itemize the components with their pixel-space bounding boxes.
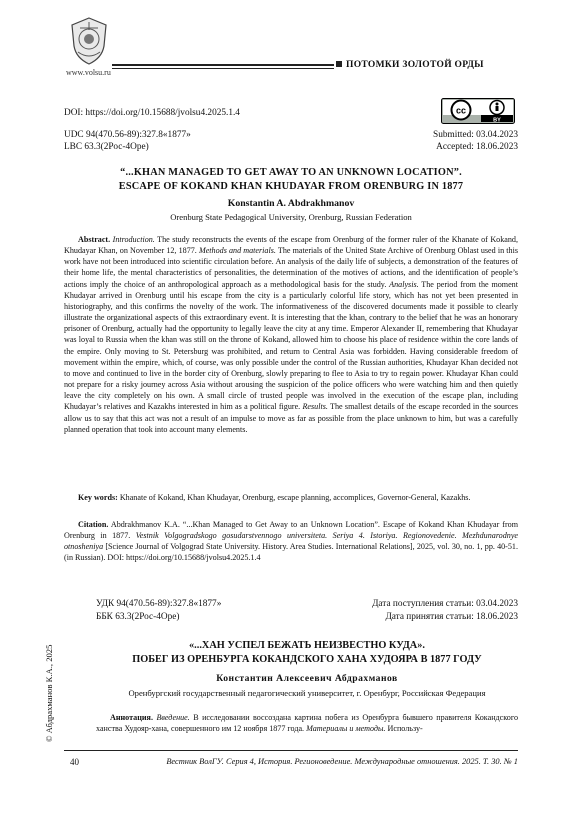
- affiliation-ru: Оренбургский государственный педагогический университет, г. Оренбург, Российская Федерация: [128, 688, 486, 698]
- udc-code: UDC 94(470.56-89):327.8«1877»: [64, 130, 191, 140]
- doi[interactable]: DOI: https://doi.org/10.15688/jvolsu4.2025.1.4: [64, 108, 240, 118]
- author-name-ru: Константин Алексеевич Абдрахманов: [216, 673, 398, 684]
- svg-text:cc: cc: [455, 105, 467, 116]
- abstract-ru-label: Аннотация.: [110, 713, 153, 722]
- abstract-methods-label: Methods and materials.: [198, 246, 276, 256]
- affiliation-en: Orenburg State Pedagogical University, Orenburg, Russian Federation: [170, 212, 412, 222]
- footer-journal-line: Вестник ВолГУ. Серия 4, История. Регионоведение. Международные отношения. 2025. Т. 30. № 1: [166, 757, 518, 766]
- abstract-intro-text: The study reconstructs the events of the escape from Orenburg of the former ruler of the Khanate of Kokand, Khudayar Khan, on November 12, 1877.: [64, 235, 518, 256]
- abstract-analysis-text: The period from the moment Khudayar arrived in Orenburg until his escape from the city is a particularly colorful life story, which has not yet been presented in historiography, and this confirms the novelty of the work. The informativeness of the discovered documents made it possible to clearly illustrate the organizational aspects of this extraordinary event. It is interesting that the khan, contrary to the belief that he was an honorary prisoner of Orenburg, actually had the opportunity to legally leave the city at any time. Emperor Alexander II, remembering that Khudayar was loyal to Russia when the khan was still on the throne of Kokand, allowed him to choose his place of residence within the core lands of the empire. Only moving to St. Petersburg was prohibited, and return to Central Asia was forbidden. Having considerable freedom of movement within the empire, which, of course, was only possible under the control of the Russian authorities, Khudayar Khan decided not to move and continued to live in the border city of Orenburg, slowly preparing to flee to Asia to try to regain power. Khudayar Khan could not prepare for a risky journey across Asia without arousing the suspicion of the police officers who were watching him and then quietly leave the city completely on his own. A small circle of trusted people was involved in the execution of the escape plan, including Khudayar’s relatives and Kazakhs interested in him as a political figure.: [64, 279, 518, 412]
- article-title-ru-line2: ПОБЕГ ИЗ ОРЕНБУРГА КОКАНДСКОГО ХАНА ХУДОЯРА В 1877 ГОДУ: [132, 654, 482, 665]
- accepted-date: Accepted: 18.06.2023: [436, 142, 518, 152]
- abstract-results-label: Results.: [302, 402, 328, 412]
- abstract-ru-intro-text: В исследовании воссоздана картина побега из Оренбурга бывшего правителя Кокандского ханства Худояр-хана, совершенного им 12 ноября 1877 года.: [96, 713, 518, 734]
- abstract-intro-label: Introduction.: [112, 235, 155, 244]
- by-icon: [490, 101, 504, 115]
- abstract-ru: [96, 712, 518, 734]
- copyright-notice: © Абдрахманов К.А., 2025: [44, 644, 54, 742]
- abstract-ru-methods-label: Материалы и методы.: [306, 724, 386, 734]
- university-website[interactable]: www.volsu.ru: [66, 68, 111, 77]
- abstract-results-text: The smallest details of the escape recorded in the sources allow us to say that this act was not a result of an impulse to move as far as possible from the place unknown to him, but was a carefully planned operation that took into account many elements.: [64, 402, 518, 434]
- footer-rule: [64, 750, 518, 751]
- citation-journal: Vestnik Volgogradskogo gosudarstvennogo universiteta. Seriya 4. Istoriya. Regionovedenie. Mezhdunarodnye otnosheniya: [64, 531, 519, 552]
- abstract-methods-text: The materials of the United State Archive of Orenburg Oblast used in this work have not been introduced into scientific circulation before. An analysis of the daily life of subjects, a demonstration of the features of their home life, the mental characteristics of personalities, the determination of the motives of actions, and the identification of people’s actions imply the choice of an anthropological approach as a methodological basis for the study.: [64, 246, 518, 289]
- udk-code: УДК 94(470.56-89):327.8«1877»: [96, 599, 222, 609]
- article-title-en-line2: ESCAPE OF KOKAND KHAN KHUDAYAR FROM ORENBURG IN 1877: [118, 181, 464, 192]
- submitted-date: Submitted: 03.04.2023: [433, 130, 518, 140]
- abstract-analysis-label: Analysis.: [389, 279, 419, 289]
- keywords-text: Khanate of Kokand, Khan Khudayar, Orenburg, escape planning, accomplices, Governor-General, Kazakhs.: [117, 493, 471, 502]
- abstract-label: Abstract.: [78, 235, 111, 244]
- citation-details: [Science Journal of Volgograd State University. History. Area Studies. International Relations], 2025, vol. 30, no. 1, pp. 40-51. (in Russian). DOI: https://doi.org/10.15688/jvolsu4.2025.1.4: [64, 542, 518, 563]
- abstract-en: [64, 234, 518, 435]
- accepted-date-ru: Дата принятия статьи: 18.06.2023: [385, 612, 518, 622]
- lbc-code: LBC 63.3(2Рос-4Оре): [64, 142, 149, 152]
- bbk-code: ББК 63.3(2Рос-4Оре): [96, 612, 180, 622]
- article-title-ru-line1: «...ХАН УСПЕЛ БЕЖАТЬ НЕИЗВЕСТНО КУДА».: [189, 640, 425, 651]
- author-name-en: Konstantin A. Abdrakhmanov: [227, 198, 355, 209]
- article-title-en-line1: “...KHAN MANAGED TO GET AWAY TO AN UNKNOWN LOCATION”.: [120, 167, 462, 178]
- cc-license-badge[interactable]: [441, 98, 515, 124]
- cc-icon: [452, 101, 471, 120]
- university-logo: [66, 16, 112, 66]
- abstract-ru-methods-text: Использу-: [385, 724, 423, 734]
- header-rule-thin: [112, 68, 334, 69]
- page-number: 40: [70, 757, 79, 767]
- abstract-ru-intro-label: Введение.: [156, 713, 190, 722]
- license-by-label: BY: [493, 117, 501, 124]
- keywords-label: Key words:: [78, 493, 118, 502]
- journal-section-title: ПОТОМКИ ЗОЛОТОЙ ОРДЫ: [346, 60, 484, 70]
- citation-label: Citation.: [78, 520, 109, 529]
- citation-en: [64, 519, 518, 564]
- keywords-en: [64, 492, 518, 503]
- citation-text: Abdrakhmanov K.A. “...Khan Managed to Get Away to an Unknown Location”. Escape of Kokand Khan Khudayar from Orenburg in 1877.: [64, 520, 518, 541]
- header-rule: [112, 64, 334, 66]
- submitted-date-ru: Дата поступления статьи: 03.04.2023: [372, 599, 518, 609]
- header-square-marker: [336, 61, 342, 67]
